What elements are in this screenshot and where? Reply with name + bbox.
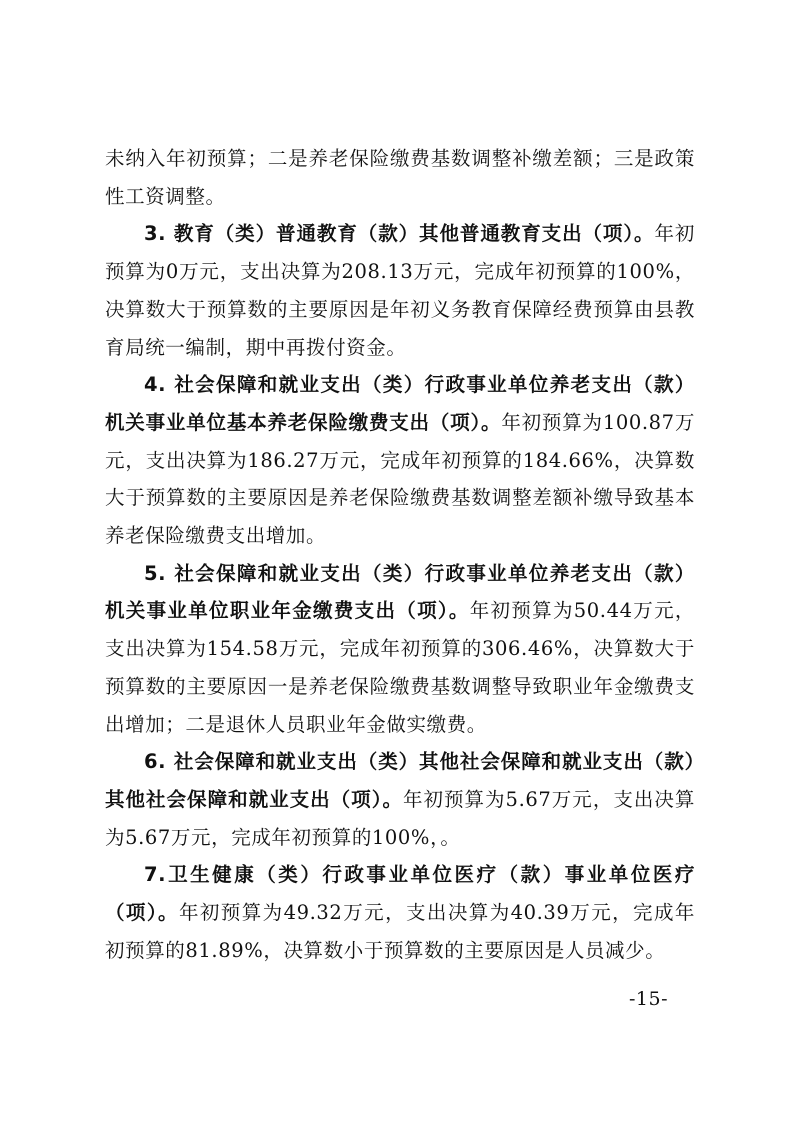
paragraph-item-3 [105, 215, 695, 366]
paragraph-item-6 [105, 743, 695, 856]
paragraph-item-4 [105, 366, 695, 555]
paragraph-text: 年初预算为0万元，支出决算为208.13万元，完成年初预算的100%，决算数大于预算数的主要原因是年初义务教育保障经费预算由县教育局统一编制，期中再拨付资金。 [105, 222, 695, 359]
document-body [105, 140, 695, 969]
paragraph-text: 年初预算为5.67万元，支出决算为5.67万元，完成年初预算的100%，。 [105, 787, 695, 849]
item-heading: 5. 社会保障和就业支出（类）行政事业单位养老支出（款）机关事业单位职业年金缴费支出（项）。 [105, 561, 695, 623]
item-heading: 7.卫生健康（类）行政事业单位医疗（款）事业单位医疗（项）。 [105, 863, 695, 925]
item-heading: 6. 社会保障和就业支出（类）其他社会保障和就业支出（款）其他社会保障和就业支出（项）。 [105, 750, 695, 811]
paragraph-item-5 [105, 555, 695, 744]
paragraph-text: 未纳入年初预算；二是养老保险缴费基数调整补缴差额；三是政策性工资调整。 [105, 147, 695, 208]
paragraph-text: 年初预算为49.32万元，支出决算为40.39万元，完成年初预算的81.89%，决算数小于预算数的主要原因是人员减少。 [105, 901, 695, 962]
item-heading: 4. 社会保障和就业支出（类）行政事业单位养老支出（款）机关事业单位基本养老保险缴费支出（项）。 [105, 373, 695, 434]
paragraph-text: 年初预算为50.44万元，支出决算为154.58万元，完成年初预算的306.46%，决算数大于预算数的主要原因一是养老保险缴费基数调整导致职业年金缴费支出增加；二是退休人员职业年金做实缴费。 [105, 599, 695, 736]
paragraph-text: 年初预算为100.87万元，支出决算为186.27万元，完成年初预算的184.66%，决算数大于预算数的主要原因是养老保险缴费基数调整差额补缴导致基本养老保险缴费支出增加。 [105, 410, 695, 548]
item-heading: 3. 教育（类）普通教育（款）其他普通教育支出（项）。 [144, 222, 655, 246]
paragraph-continuation [105, 140, 695, 215]
paragraph-item-7 [105, 856, 695, 969]
page-number: -15- [629, 988, 669, 1010]
